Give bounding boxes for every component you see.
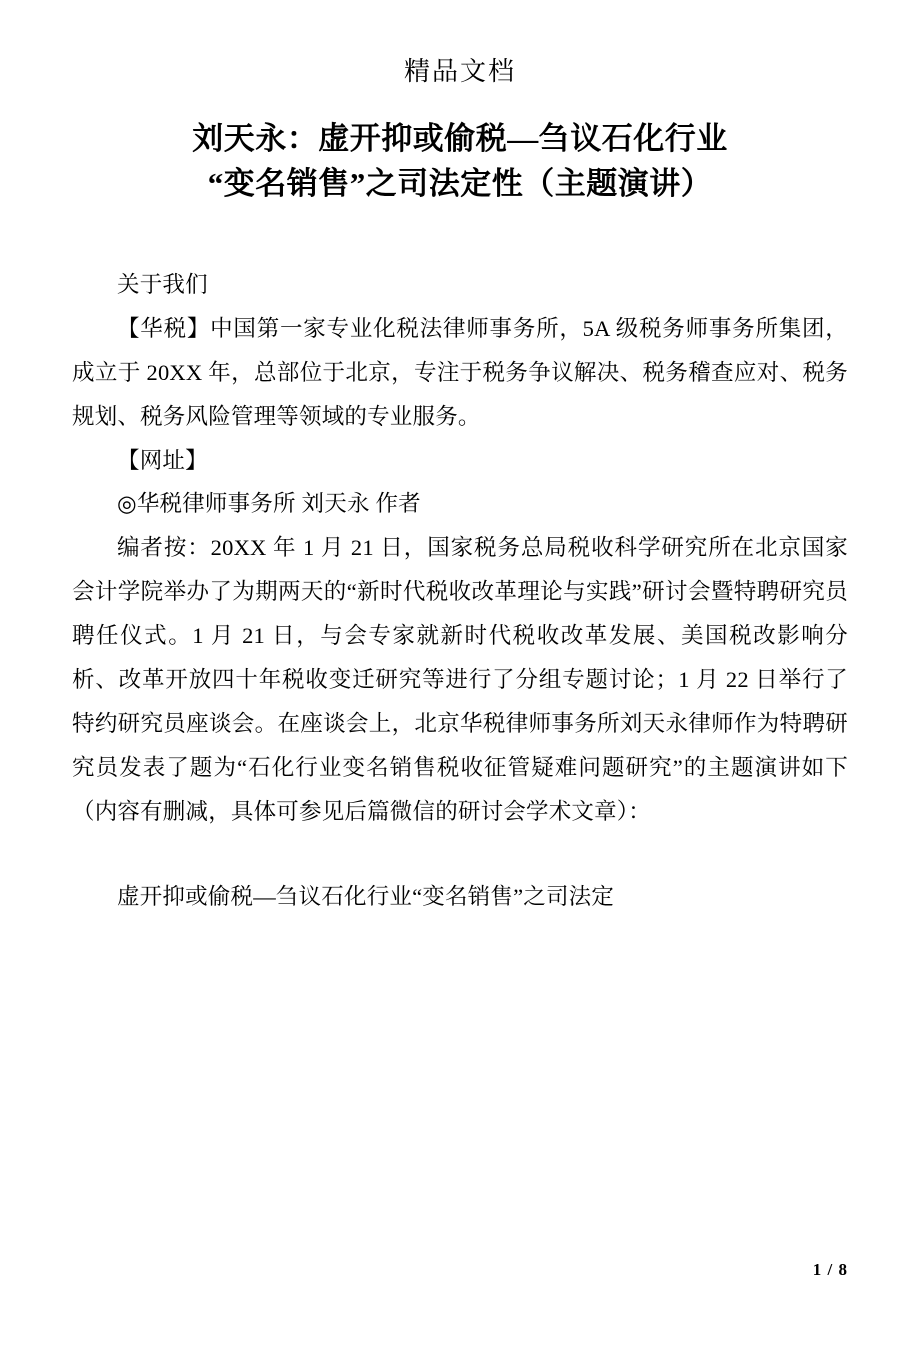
page-title [72,117,848,207]
paragraph-author: ◎华税律师事务所 刘天永 作者 [117,491,421,517]
page-number: 1 / 8 [812,1260,848,1279]
page-title-line-1: 刘天永：虚开抑或偷税—刍议石化行业 [192,121,728,157]
document-body [72,263,848,919]
paragraph-spacer [72,833,848,875]
paragraph-website: 【网址】 [117,447,208,473]
page-header-watermark: 精品文档 [403,57,516,86]
paragraph-editor-note: 编者按：20XX 年 1 月 21 日，国家税务总局税收科学研究所在北京国家会计学院举办了为期两天的“新时代税收改革理论与实践”研讨会暨特聘研究员聘任仪式。1 月 21 日，与会专家就新时代税收改革发展、美国税改影响分析、改革开放四十年税收变迁研究等进行了分组专题讨论；1 月 22 日举行了特约研究员座谈会。在座谈会上，北京华税律师事务所刘天永律师作为特聘研究员发表了题为“石化行业变名销售税收征管疑难问题研究”的主题演讲如下（内容有删减，具体可参见后篇微信的研讨会学术文章）： [72,535,848,824]
paragraph-about-us: 关于我们 [117,272,208,298]
paragraph-firm-intro: 【华税】中国第一家专业化税法律师事务所，5A 级税务师事务所集团，成立于 20XX 年，总部位于北京，专注于税务争议解决、税务稽查应对、税务规划、税务风险管理等领域的专业服务。 [72,315,848,429]
paragraph-section-heading: 虚开抑或偷税—刍议石化行业“变名销售”之司法定 [117,884,615,910]
page-title-line-2: “变名销售”之司法定性（主题演讲） [207,166,713,202]
document-page [0,56,920,1358]
